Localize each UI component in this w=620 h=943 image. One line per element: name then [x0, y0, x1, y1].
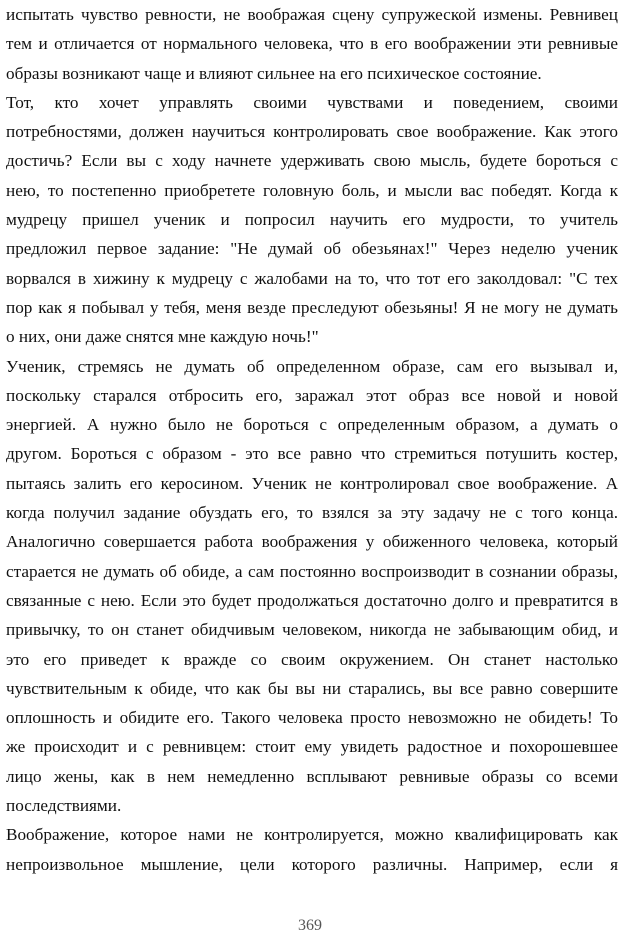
text-line: образы возникают чаще и влияют сильнее на его психическое состояние.	[6, 63, 542, 83]
text-line: тем и отличается от нормального человека, что в его воображении эти ревнивые	[6, 34, 618, 54]
text-line: потребностями, должен научиться контролировать свое воображение. Как этого	[6, 122, 618, 142]
text-line: оплошность и обидите его. Такого человека просто невозможно не обидеть! То	[6, 708, 618, 728]
paragraph-involuntary-imagination	[6, 820, 618, 879]
text-line: это его приведет к вражде со своим окружением. Он станет настолько	[6, 649, 618, 669]
text-line: испытать чувство ревности, не воображая сцену супружеской измены. Ревнивец	[6, 5, 618, 24]
text-line: Тот, кто хочет управлять своими чувствами и поведением, своими	[6, 92, 618, 112]
text-line: Воображение, которое нами не контролируется, можно квалифицировать как	[6, 825, 618, 845]
page-number: 369	[298, 917, 322, 934]
text-line: нею, то постепенно приобретете головную боль, и мысли вас победят. Когда к	[6, 180, 618, 200]
text-line: пор как я побывал у тебя, меня везде преследуют обезьяны! Я не могу не думать	[6, 297, 618, 317]
text-line: достичь? Если вы с ходу начнете удерживать свою мысль, будете бороться с	[6, 151, 618, 171]
text-line: же происходит и с ревнивцем: стоит ему увидеть радостное и похорошевшее	[6, 737, 618, 757]
paragraph-jealousy-intro	[6, 0, 618, 88]
text-line: последствиями.	[6, 796, 122, 816]
text-line: энергией. А нужно было не бороться с определенным образом, а думать о	[6, 415, 618, 435]
text-line: лицо жены, как в нем немедленно всплывают ревнивые образы со всеми	[6, 766, 618, 786]
page-text	[6, 0, 618, 879]
text-line: другом. Бороться с образом - это все равно что стремиться потушить костер,	[6, 444, 618, 464]
paragraph-control-imagination	[6, 88, 618, 352]
text-line: о них, они даже снятся мне каждую ночь!"	[6, 327, 319, 347]
text-line: поскольку старался отбросить его, заражал этот образ все новой и новой	[6, 385, 618, 405]
paragraph-student-example	[6, 352, 618, 821]
text-line: чувствительным к обиде, что как бы вы ни старались, вы все равно совершите	[6, 678, 618, 698]
text-line: ворвался в хижину к мудрецу с жалобами на то, что тот его заколдовал: "С тех	[6, 268, 618, 288]
text-line: Ученик, стремясь не думать об определенном образе, сам его вызывал и,	[6, 356, 618, 376]
text-line: предложил первое задание: "Не думай об обезьянах!" Через неделю ученик	[6, 239, 618, 259]
text-line: связанные с нею. Если это будет продолжаться достаточно долго и превратится в	[6, 590, 618, 610]
text-line: когда получил задание обуздать его, то взялся за эту задачу не с того конца.	[6, 503, 618, 523]
text-line: пытаясь залить его керосином. Ученик не контролировал свое воображение. А	[6, 473, 618, 493]
text-line: мудрецу пришел ученик и попросил научить его мудрости, то учитель	[6, 210, 618, 230]
text-line: Аналогично совершается работа воображения у обиженного человека, который	[6, 532, 618, 552]
text-line: старается не думать об обиде, а сам постоянно воспроизводит в сознании образы,	[6, 561, 618, 581]
text-line: непроизвольное мышление, цели которого различны. Например, если я	[6, 854, 618, 874]
text-line: привычку, то он станет обидчивым человеком, никогда не забывающим обид, и	[6, 620, 618, 640]
